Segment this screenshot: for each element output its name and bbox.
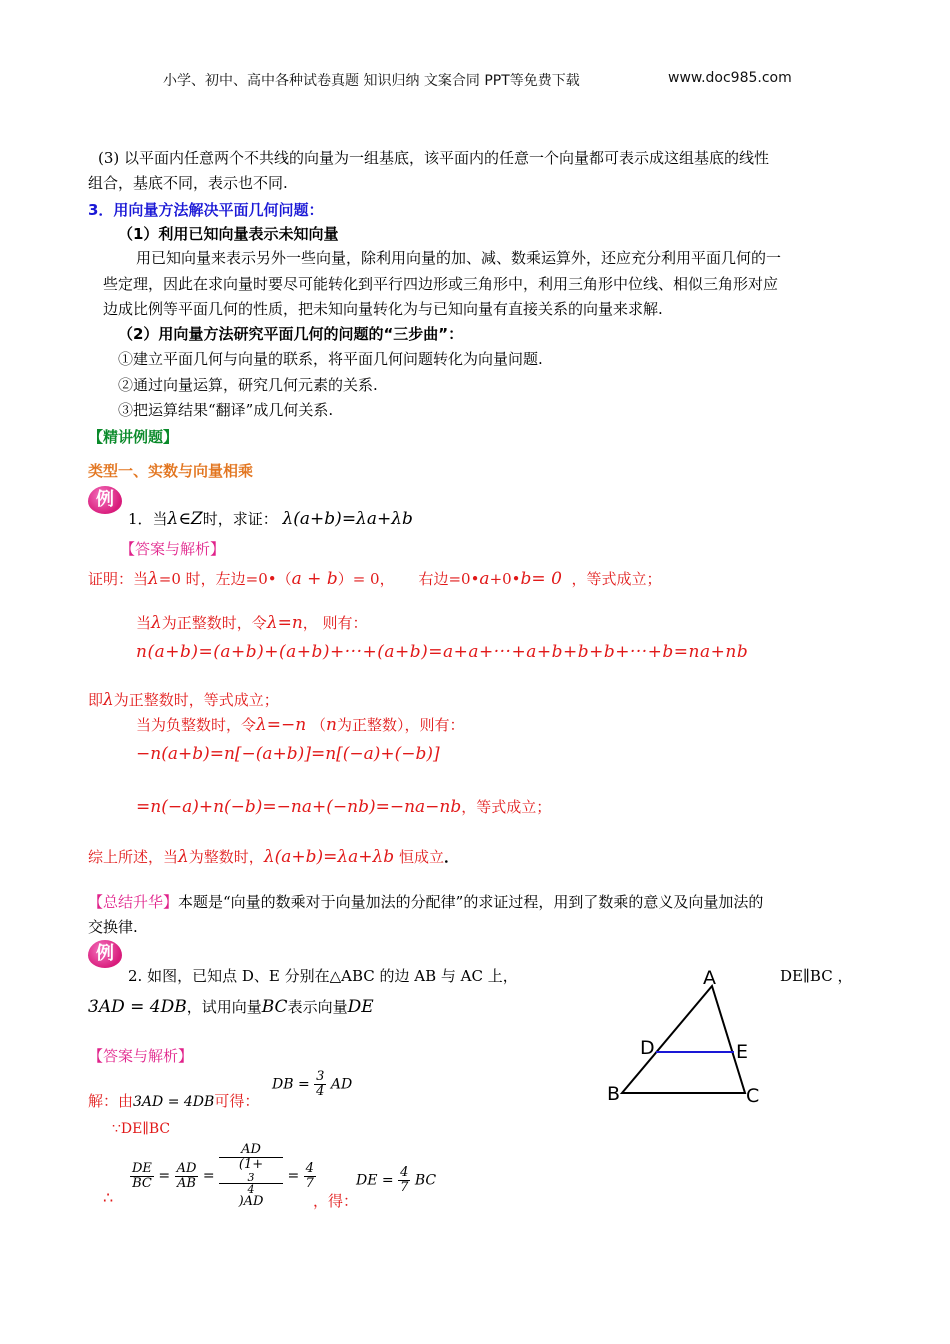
db-formula: DB = $\frac{3}{4}$ AD [272,1069,353,1099]
ex1-summary-line-1: 【总结升华】本题是“向量的数乘对于向量加法的分配律”的求证过程，用到了数乘的意义及向量加法的 [88,893,764,911]
step-1: ①建立平面几何与向量的联系，将平面几何问题转化为向量问题. [118,350,543,368]
therefore-symbol: ∴ [103,1188,114,1207]
type-1-heading: 类型一、实数与向量相乘 [88,462,254,480]
ex1-answer-label: 【答案与解析】 [120,540,226,558]
step-2: ②通过向量运算，研究几何元素的关系. [118,376,378,394]
get-text: ，得： [313,1192,359,1210]
example-badge-2: 例 [88,940,122,968]
examples-heading: 【精讲例题】 [88,428,179,446]
ex2-question-line-1: 2. 如图，已知点 D、E 分别在△ABC 的边 AB 与 AC 上， [128,967,518,985]
vertex-c-label: C [746,1085,760,1107]
ex1-proof-line-7: =n(−a)+n(−b)=−na+(−nb)=−na−nb，等式成立； [136,797,552,817]
ex2-answer-label: 【答案与解析】 [88,1047,194,1065]
header-text: 小学、初中、高中各种试卷真题 知识归纳 文案合同 PPT等免费下载 [163,73,580,89]
intro-line-2: 组合，基底不同，表示也不同. [88,174,288,192]
point-e-label: E [736,1041,749,1063]
sub1-para-line-3: 边成比例等平面几何的性质，把未知向量转化为与已知向量有直接关系的向量来求解. [103,300,663,318]
step-3: ③把运算结果“翻译”成几何关系. [118,401,334,419]
sub1-para-line-2: 些定理，因此在求向量时要尽可能转化到平行四边形或三角形中，利用三角形中位线、相似三角形对应 [103,275,779,293]
result-formula: DE = $\frac{4}{7}$ BC [356,1165,437,1195]
ex1-proof-line-2: 当λ为正整数时，令λ=n， 则有： [136,613,368,633]
sub1-para-line-1: 用已知向量来表示另外一些向量，除利用向量的加、减、数乘运算外，还应充分利用平面几何的一 [136,249,782,267]
ex1-proof-line-1: 证明：当λ=0 时，左边=0•（a + b）= 0， 右边=0•a+0•b= 0 ，等式成立； [88,569,662,589]
point-d-label: D [640,1037,655,1059]
vertex-a-label: A [703,967,716,989]
ex1-question: 1．当λ∈Z时，求证： λ(a+b)=λa+λb [128,509,413,529]
header-site: www.doc985.com [668,70,792,86]
ex1-proof-line-5: 当为负整数时，令λ=−n （n为正整数），则有： [136,715,465,735]
example-badge-1: 例 [88,486,122,514]
ex1-proof-line-6: −n(a+b)=n[−(a+b)]=n[(−a)+(−b)] [136,744,440,764]
sub1-title: （1）利用已知向量表示未知向量 [118,225,339,243]
ex1-proof-line-3: n(a+b)=(a+b)+(a+b)+···+(a+b)=a+a+···+a+b+b+b+···+b=na+nb [136,642,749,662]
ex2-solution-line-1: 解：由3AD = 4DB可得： [88,1092,260,1110]
ex1-conclusion: 综上所述，当λ为整数时，λ(a+b)=λa+λb 恒成立． [88,847,459,867]
ex1-proof-line-4: 即λ为正整数时，等式成立； [88,690,279,710]
ex2-parallel: DE∥BC ， [780,967,853,985]
section-3-title: 3．用向量方法解决平面几何问题： [88,201,324,219]
ratio-formula: $\frac{DE}{BC}$ = $\frac{AD}{AB}$ = AD (1+ 3 4 )AD = $\frac{4}{7}$ [132,1142,314,1209]
intro-line-1: (3) 以平面内任意两个不共线的向量为一组基底，该平面内的任意一个向量都可表示成这组基底的线性 [98,149,770,167]
vertex-b-label: B [607,1083,621,1105]
ex1-summary-line-2: 交换律. [88,918,138,936]
ex2-question-line-2: 3AD = 4DB，试用向量BC表示向量DE [88,997,374,1017]
since-line: ∵DE∥BC [112,1121,171,1137]
sub2-title: （2）用向量方法研究平面几何的问题的“三步曲”： [118,325,464,343]
